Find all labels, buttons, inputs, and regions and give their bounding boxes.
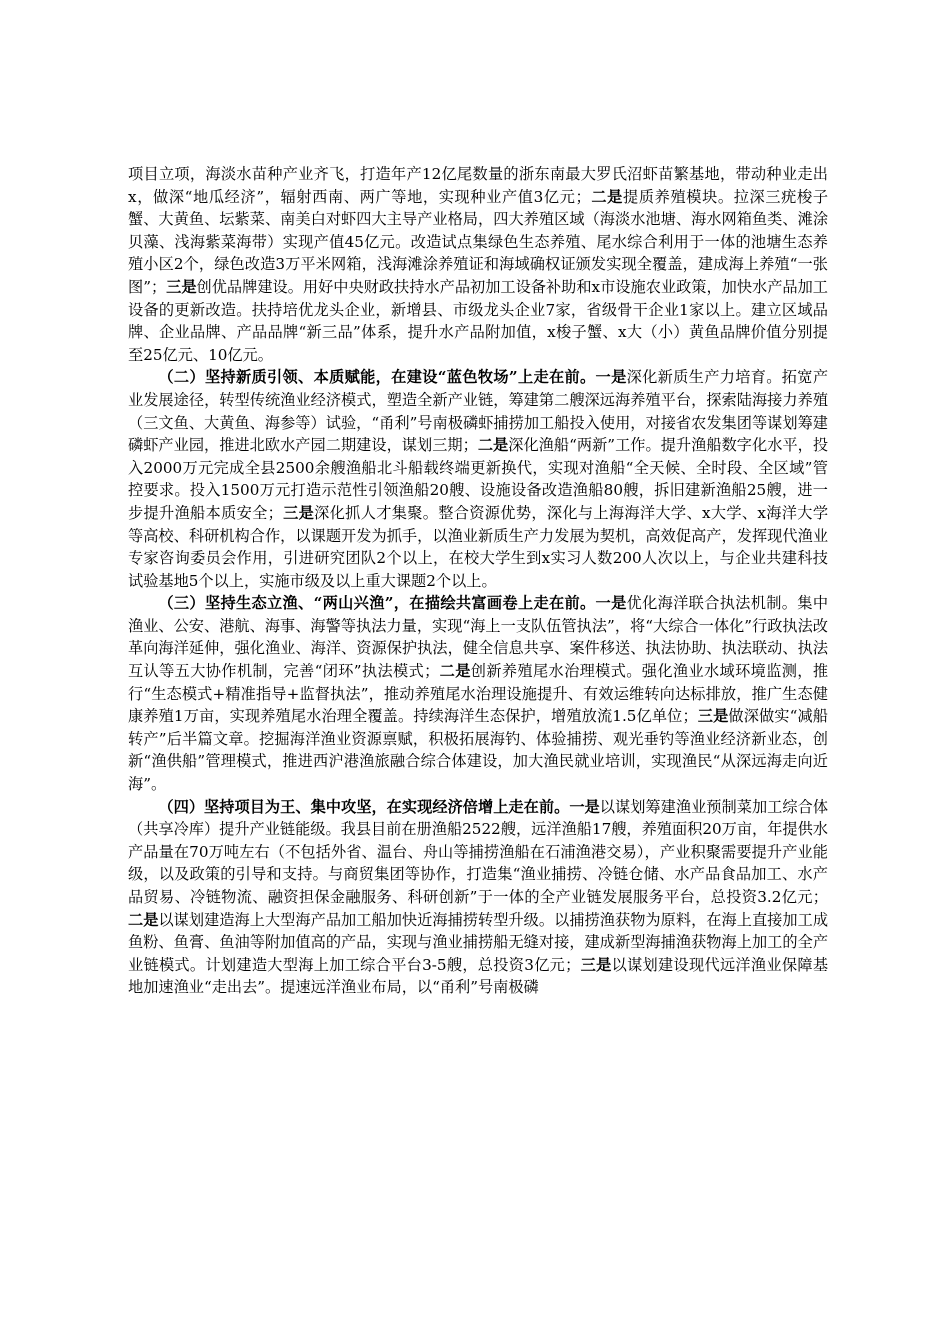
- text-run: 以谋划筹建渔业预制菜加工综合体（共享冷库）提升产业链能级。我县目前在册渔船2522艘，远洋渔船17艘，养殖面积20万亩，年提供水产品量在70万吨左右（不包括外省、温台、舟山等捕捞渔船在石浦渔港交易），产业积聚需要提升产业能级，以及政策的引导和支持。与商贸集团等协作，打造集“渔业捕捞、冷链仓储、水产品食品加工、水产品贸易、冷链物流、融资担保金融服务、科研创新”于一体的全产业链发展服务平台，总投资3.2亿元；: [128, 797, 829, 906]
- bold-run: 三是: [697, 707, 729, 726]
- bold-run: 三是: [580, 955, 612, 974]
- text-run: 深化抓人才集聚。整合资源优势，深化与上海海洋大学、x大学、x海洋大学等高校、科研机构合作，以课题开发为抓手，以渔业新质生产力发展为契机，高效促高产，发挥现代渔业专家咨询委员会作用，引进研究团队2个以上，在校大学生到x实习人数200人次以上，与企业共建科技试验基地5个以上，实施市级及以上重大课题2个以上。: [128, 503, 829, 590]
- text-run: 做深做实“减船转产”后半篇文章。挖掘海洋渔业资源禀赋，积极拓展海钓、体验捕捞、观光垂钓等渔业经济新业态，创新“渔供船”管理模式，推进西沪港渔旅融合综合体建设，加大渔民就业培训，实现渔民“从深远海走向近海”。: [128, 707, 828, 794]
- text-run: 深化渔船“两新”工作。提升渔船数字化水平，投入2000万元完成全县2500余艘渔船北斗船载终端更新换代，实现对渔船“全天候、全时段、全区域”管控要求。投入1500万元打造示范性引领渔船20艘、设施设备改造渔船80艘，拆旧建新渔船25艘，进一步提升渔船本质安全；: [128, 436, 829, 522]
- bold-run: 二是: [128, 910, 159, 929]
- section-heading: （二）坚持新质引领、本质赋能，在建设“蓝色牧场”上走在前。: [158, 368, 596, 387]
- paragraph-3: [128, 592, 828, 795]
- bold-run: 三是: [166, 277, 197, 296]
- text-run: 以谋划建设现代远洋渔业保障基地加速渔业“走出去”。提速远洋渔业布局，以“甬利”号南极磷: [128, 955, 829, 997]
- section-heading: （三）坚持生态立渔、“两山兴渔”，在描绘共富画卷上走在前。: [158, 594, 596, 613]
- bold-run: 二是: [439, 662, 471, 681]
- bold-run: 一是: [595, 368, 627, 387]
- text-run: 优化海洋联合执法机制。集中渔业、公安、港航、海事、海警等执法力量，实现“海上一支队伍管执法”，将“大综合一体化”行政执法改革向海洋延伸，强化渔业、海洋、资源保护执法，健全信息共享、案件移送、执法协助、执法联动、执法互认等五大协作机制，完善“闭环”执法模式；: [128, 594, 829, 681]
- text-run: 创优品牌建设。用好中央财政扶持水产品初加工设备补助和x市设施农业政策，加快水产品加工设备的更新改造。扶持培优龙头企业，新增县、市级龙头企业7家，省级骨干企业1家以上。建立区域品牌、企业品牌、产品品牌“新三品”体系，提升水产品附加值，x梭子蟹、x大（小）黄鱼品牌价值分别提至25亿元、10亿元。: [128, 277, 828, 364]
- bold-run: 一是: [595, 594, 627, 613]
- text-run: 项目立项，海淡水苗种产业齐飞，打造年产12亿尾数量的浙东南最大罗氏沼虾苗繁基地，带动种业走出x，做深“地瓜经济”，辐射西南、两广等地，实现种业产值3亿元；: [128, 165, 828, 206]
- paragraph-1: [128, 163, 828, 366]
- bold-run: 二是: [590, 187, 623, 206]
- section-heading: （四）坚持项目为王、集中攻坚，在实现经济倍增上走在前。: [158, 797, 570, 816]
- text-run: 深化新质生产力培育。拓宽产业发展途径，转型传统渔业经济模式，塑造全新产业链，筹建第二艘深远海养殖平台，探索陆海接力养殖（三文鱼、大黄鱼、海参等）试验，“甬利”号南极磷虾捕捞加工船投入使用，对接省农发集团等谋划筹建磷虾产业园，推进北欧水产园二期建设，谋划三期；: [128, 368, 829, 455]
- paragraph-4: [128, 796, 828, 999]
- paragraph-2: [128, 366, 828, 592]
- text-run: 创新养殖尾水治理模式。强化渔业水域环境监测，推行“生态模式+精准指导+监督执法”，推动养殖尾水治理设施提升、有效运维转向达标排放，推广生态健康养殖1万亩，实现养殖尾水治理全覆盖。持续海洋生态保护，增殖放流1.5亿单位；: [128, 662, 829, 726]
- text-run: 提质养殖模块。拉深三疣梭子蟹、大黄鱼、坛紫菜、南美白对虾四大主导产业格局，四大养殖区域（海淡水池塘、海水网箱鱼类、滩涂贝藻、浅海紫菜海带）实现产值45亿元。改造试点集绿色生态养殖、尾水综合利用于一体的池塘生态养殖小区2个，绿色改造3万平米网箱，浅海滩涂养殖证和海域确权证颁发实现全覆盖，建成海上养殖“一张图”；: [128, 187, 829, 296]
- bold-run: 一是: [569, 797, 600, 816]
- bold-run: 二是: [477, 436, 509, 455]
- document-body: [128, 163, 828, 999]
- text-run: 以谋划建造海上大型海产品加工船加快近海捕捞转型升级。以捕捞渔获物为原料，在海上直接加工成鱼粉、鱼膏、鱼油等附加值高的产品，实现与渔业捕捞船无缝对接，建成新型海捕渔获物海上加工的全产业链模式。计划建造大型海上加工综合平台3-5艘，总投资3亿元；: [128, 910, 829, 974]
- bold-run: 三是: [282, 503, 315, 522]
